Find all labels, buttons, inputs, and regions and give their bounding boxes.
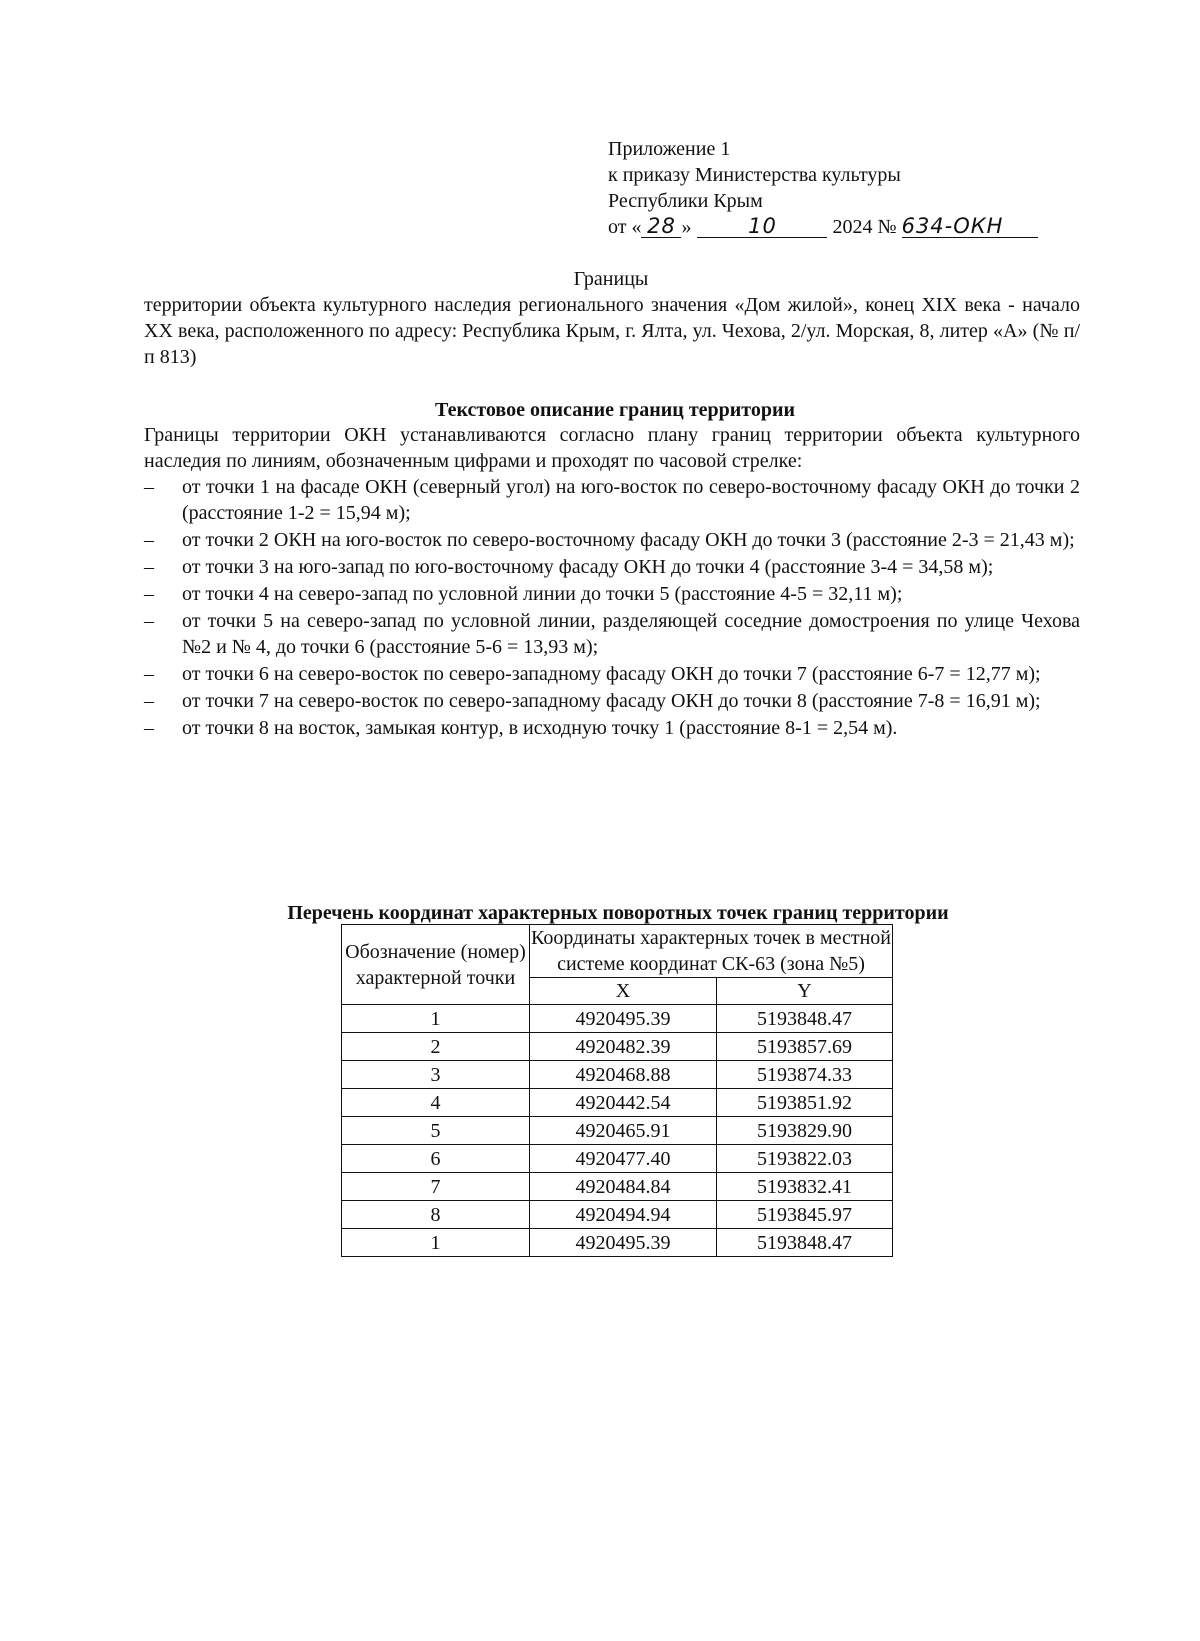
point-cell: 3 bbox=[342, 1061, 530, 1089]
x-cell: 4920484.84 bbox=[530, 1173, 717, 1201]
coordinates-table bbox=[341, 924, 893, 1257]
list-item bbox=[144, 688, 1080, 714]
list-item bbox=[144, 554, 1080, 580]
document-title: Границы bbox=[573, 268, 649, 290]
y-cell: 5193857.69 bbox=[717, 1033, 893, 1061]
y-cell: 5193832.41 bbox=[717, 1173, 893, 1201]
y-cell: 5193845.97 bbox=[717, 1201, 893, 1229]
y-cell: 5193822.03 bbox=[717, 1145, 893, 1173]
dash-marker: – bbox=[144, 476, 154, 498]
list-item-text: от точки 2 ОКН на юго-восток по северо-восточному фасаду ОКН до точки 3 (расстояние 2-3 = 21,43 м); bbox=[182, 529, 1075, 551]
y-cell: 5193848.47 bbox=[717, 1005, 893, 1033]
x-cell: 4920495.39 bbox=[530, 1005, 717, 1033]
dash-marker: – bbox=[144, 690, 154, 712]
appendix-date-line bbox=[608, 214, 1038, 240]
appendix-line-2: к приказу Министерства культуры bbox=[608, 164, 901, 186]
date-month-handwritten: 10 bbox=[748, 214, 777, 238]
table-title: Перечень координат характерных поворотных точек границ территории bbox=[287, 902, 949, 924]
x-cell: 4920477.40 bbox=[530, 1145, 717, 1173]
list-item-text: от точки 7 на северо-восток по северо-западному фасаду ОКН до точки 8 (расстояние 7-8 = 16,91 м); bbox=[182, 690, 1041, 712]
date-day-handwritten: 28 bbox=[647, 214, 676, 238]
document-subtitle: территории объекта культурного наследия регионального значения «Дом жилой», конец XIX века - начало XX века, расположенного по адресу: Республика Крым, г. Ялта, ул. Чехова, 2/ул. Морская, 8, литер «А» (№ п/п 813) bbox=[144, 294, 1080, 368]
point-cell: 1 bbox=[342, 1005, 530, 1033]
date-year-number-label: 2024 № bbox=[832, 216, 897, 238]
x-cell: 4920442.54 bbox=[530, 1089, 717, 1117]
list-item bbox=[144, 581, 1080, 607]
header-point-cell: Обозначение (номер) характерной точки bbox=[342, 925, 530, 1005]
y-cell: 5193829.90 bbox=[717, 1117, 893, 1145]
table-row bbox=[342, 1061, 893, 1089]
y-cell: 5193851.92 bbox=[717, 1089, 893, 1117]
date-month-field bbox=[697, 216, 827, 238]
list-item bbox=[144, 474, 1080, 526]
y-cell: 5193848.47 bbox=[717, 1229, 893, 1257]
appendix-line-1: Приложение 1 bbox=[608, 138, 731, 160]
list-item bbox=[144, 715, 1080, 741]
section-heading: Текстовое описание границ территории bbox=[434, 399, 796, 421]
order-number-handwritten: 634-ОКН bbox=[901, 214, 1004, 238]
list-item bbox=[144, 661, 1080, 687]
x-cell: 4920468.88 bbox=[530, 1061, 717, 1089]
point-cell: 6 bbox=[342, 1145, 530, 1173]
table-row bbox=[342, 1173, 893, 1201]
header-coords-cell: Координаты характерных точек в местной системе координат СК-63 (зона №5) bbox=[530, 925, 893, 978]
point-cell: 4 bbox=[342, 1089, 530, 1117]
header-x-cell: X bbox=[530, 978, 717, 1005]
point-cell: 5 bbox=[342, 1117, 530, 1145]
intro-paragraph: Границы территории ОКН устанавливаются согласно плану границ территории объекта культурного наследия по линиям, обозначенным цифрами и проходят по часовой стрелке: bbox=[144, 424, 1080, 472]
y-cell: 5193874.33 bbox=[717, 1061, 893, 1089]
date-mid: » bbox=[681, 216, 692, 238]
dash-marker: – bbox=[144, 663, 154, 685]
table-row bbox=[342, 1201, 893, 1229]
dash-marker: – bbox=[144, 583, 154, 605]
list-item-text: от точки 3 на юго-запад по юго-восточному фасаду ОКН до точки 4 (расстояние 3-4 = 34,58 м); bbox=[182, 556, 994, 578]
dash-marker: – bbox=[144, 717, 154, 739]
table-row bbox=[342, 1005, 893, 1033]
x-cell: 4920465.91 bbox=[530, 1117, 717, 1145]
table-row bbox=[342, 1145, 893, 1173]
point-cell: 7 bbox=[342, 1173, 530, 1201]
x-cell: 4920494.94 bbox=[530, 1201, 717, 1229]
order-number-field bbox=[902, 216, 1038, 238]
appendix-block bbox=[608, 136, 1038, 240]
dash-marker: – bbox=[144, 556, 154, 578]
table-row bbox=[342, 1229, 893, 1257]
table-row bbox=[342, 1089, 893, 1117]
table-row bbox=[342, 1117, 893, 1145]
x-cell: 4920495.39 bbox=[530, 1229, 717, 1257]
point-cell: 8 bbox=[342, 1201, 530, 1229]
point-cell: 1 bbox=[342, 1229, 530, 1257]
x-cell: 4920482.39 bbox=[530, 1033, 717, 1061]
table-header-row bbox=[342, 925, 893, 978]
appendix-line-3: Республики Крым bbox=[608, 190, 763, 212]
dash-marker: – bbox=[144, 529, 154, 551]
header-y-cell: Y bbox=[717, 978, 893, 1005]
point-cell: 2 bbox=[342, 1033, 530, 1061]
list-item-text: от точки 1 на фасаде ОКН (северный угол) на юго-восток по северо-восточному фасаду ОКН до точки 2 (расстояние 1-2 = 15,94 м); bbox=[182, 476, 1080, 524]
boundary-points-list bbox=[144, 474, 1080, 742]
list-item-text: от точки 5 на северо-запад по условной линии, разделяющей соседние домостроения по улице Чехова №2 и № 4, до точки 6 (расстояние 5-6 = 13,93 м); bbox=[182, 610, 1080, 658]
list-item bbox=[144, 608, 1080, 660]
list-item bbox=[144, 527, 1080, 553]
list-item-text: от точки 4 на северо-запад по условной линии до точки 5 (расстояние 4-5 = 32,11 м); bbox=[182, 583, 903, 605]
dash-marker: – bbox=[144, 610, 154, 632]
list-item-text: от точки 6 на северо-восток по северо-западному фасаду ОКН до точки 7 (расстояние 6-7 = 12,77 м); bbox=[182, 663, 1041, 685]
list-item-text: от точки 8 на восток, замыкая контур, в исходную точку 1 (расстояние 8-1 = 2,54 м). bbox=[182, 717, 898, 739]
table-row bbox=[342, 1033, 893, 1061]
date-day-field bbox=[641, 216, 681, 238]
date-prefix: от « bbox=[608, 216, 642, 238]
